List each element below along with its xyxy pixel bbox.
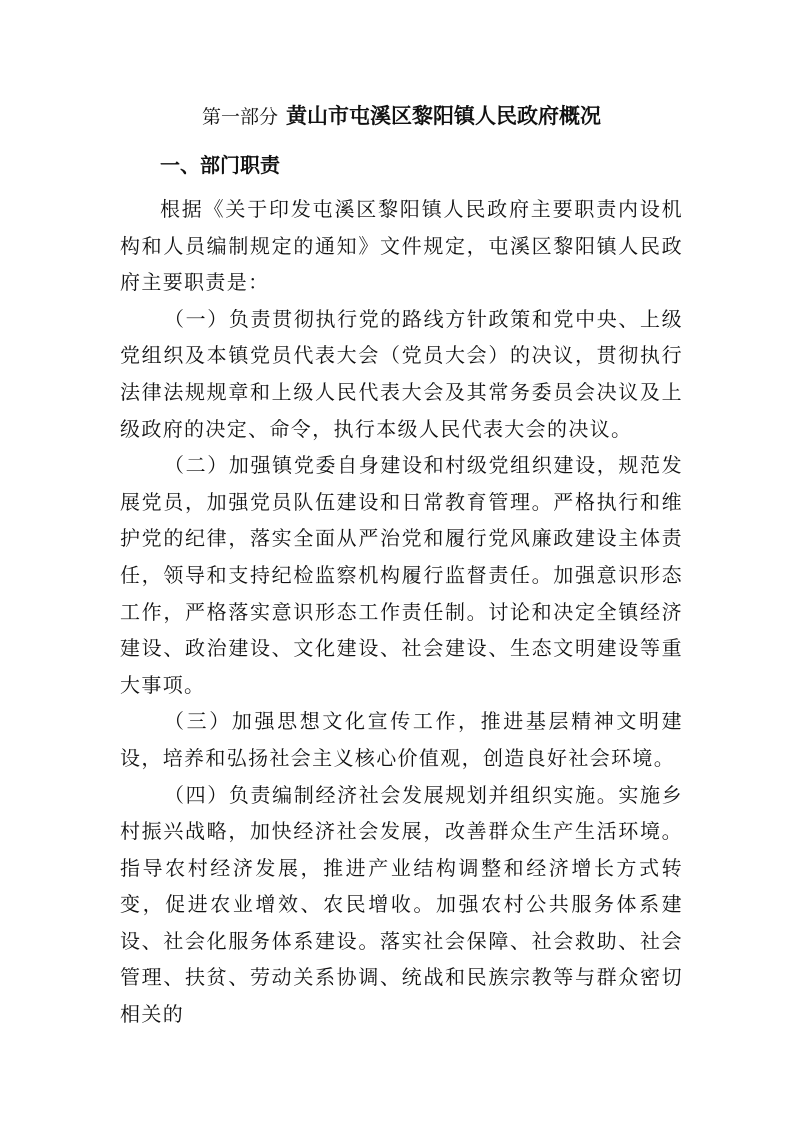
duty-item-3: （三）加强思想文化宣传工作，推进基层精神文明建设，培养和弘扬社会主义核心价值观，创造良好社会环境。 — [120, 709, 683, 770]
duty-item-1: （一）负责贯彻执行党的路线方针政策和党中央、上级党组织及本镇党员代表大会（党员大会）的决议，贯彻执行法律法规规章和上级人民代表大会及其常务委员会决议及上级政府的决定、命令，执行本级人民代表大会的决议。 — [120, 306, 683, 441]
section-heading: 一、部门职责 — [160, 153, 280, 177]
intro-paragraph: 根据《关于印发屯溪区黎阳镇人民政府主要职责内设机构和人员编制规定的通知》文件规定，屯溪区黎阳镇人民政府主要职责是： — [120, 197, 683, 295]
duty-item-4: （四）负责编制经济社会发展规划并组织实施。实施乡村振兴战略，加快经济社会发展，改善群众生产生活环境。指导农村经济发展，推进产业结构调整和经济增长方式转变，促进农业增效、农民增收。加强农村公共服务体系建设、社会化服务体系建设。落实社会保障、社会救助、社会管理、扶贫、劳动关系协调、统战和民族宗教等与群众密切相关的 — [120, 782, 683, 1027]
duty-item-2: （二）加强镇党委自身建设和村级党组织建设，规范发展党员，加强党员队伍建设和日常教育管理。严格执行和维护党的纪律，落实全面从严治党和履行党风廉政建设主体责任，领导和支持纪检监察机构履行监督责任。加强意识形态工作，严格落实意识形态工作责任制。讨论和决定全镇经济建设、政治建设、文化建设、社会建设、生态文明建设等重大事项。 — [120, 453, 683, 697]
title-main-text: 黄山市屯溪区黎阳镇人民政府概况 — [286, 104, 601, 128]
title-part-label: 第一部分 — [201, 106, 278, 128]
document-title — [120, 96, 683, 136]
body-text — [120, 191, 683, 1033]
